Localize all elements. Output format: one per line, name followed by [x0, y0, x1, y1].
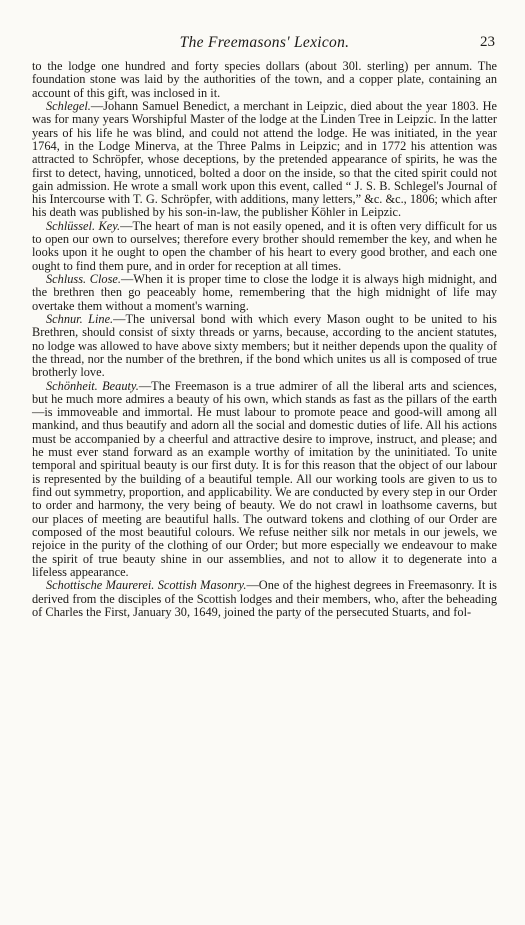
entry-text: —The universal bond with which every Mason ought to be united to his Brethren, should consist of sixty threads or yarns, because, according to the ancient statutes, no lodge was allowed to have above sixty members; but it neither depends upon the quality of the thread, nor the number of the brethren, if the bond which unites us all is composed of true brotherly love. [32, 311, 497, 380]
entry-english-term: Scottish Masonry. [157, 578, 247, 593]
paragraph-continuation [32, 60, 497, 100]
entry-english-term: Line. [88, 311, 114, 326]
running-title: The Freemasons' Lexicon. [179, 34, 350, 51]
paragraph-text: to the lodge one hundred and forty species dollars (about 30l. sterling) per annum. The foundation stone was laid by the authorities of the town, and a copper plate, containing an account of this gift, was inclosed in it. [32, 59, 497, 100]
entry-text: —Johann Samuel Benedict, a merchant in Leipzic, died about the year 1803. He was for many years Worshipful Master of the lodge at the Linden Tree in Leipzic. In the latter years of his life he was blind, and could not attend the lodge. He was initiated, in the year 1764, in the Lodge Minerva, at the Three Palms in Leipzic; and in 1772 his attention was attracted to Schröpfer, whose deceptions, by the pretended appearance of spirits, he was the first to detect, having, unnoticed, bolted a door on the inside, so that the cited spirit could not gain admission. He wrote a small work upon this event, called “ J. S. B. Schlegel's Journal of his Intercourse with T. G. Schröpfer, with additions, many letters,” &c. &c., 1806; which after his death was published by his son-in-law, the publisher Köhler in Leipzic. [32, 98, 497, 220]
entry-term: Schluss. [46, 272, 87, 286]
entry-text: —The Freemason is a true admirer of all the liberal arts and sciences, but he much more admires a beauty of his own, which stands as fast as the pillars of the earth—is immoveable and immortal. He must labour to promote peace and good-will among all mankind, and thus beautify and adorn all the social and domestic duties of life. All his actions must be accompanied by a cheerful and attractive desire to improve, instruct, and please; and he must ever stand forward as an example worthy of imitation by the uninitiated. To unite temporal and spiritual beauty is our first duty. It is for this reason that the object of our labour is represented by the building of a beautiful temple. All our working tools are given to us to find out symmetry, proportion, and applicability. We are conducted by every step in our Order to order and harmony, the very being of beauty. We do not crawl in loathsome caverns, but our places of meeting are beautiful halls. The outward tokens and clothing of our Order are composed of the most beautiful colours. We refuse neither silk nor metals in our jewels, we rejoice in the purity of the clothing of our Order; but more especially we endeavour to make the spirit of true beauty shine in our assemblies, and not to allow it to degenerate into a lifeless appearance. [32, 378, 498, 579]
entry-schottische-maurerei [32, 579, 497, 619]
entry-schlussel [32, 220, 497, 273]
entry-text: —One of the highest degrees in Freemasonry. It is derived from the disciples of the Scottish lodges and their members, who, after the beheading of Charles the First, January 30, 1649, joined the party of the persecuted Stuarts, and fol- [32, 578, 497, 619]
entry-schonheit [32, 380, 497, 580]
entry-term: Schlüssel. [46, 218, 96, 233]
entry-text: —When it is proper time to close the lodge it is always high midnight, and the brethren then go peaceably home, remembering that the high midnight of life may overtake them without a moment's warning. [32, 272, 497, 313]
entry-term: Schottische Maurerei. [46, 578, 155, 593]
entry-schlegel [32, 100, 497, 220]
entry-english-term: Beauty. [102, 378, 139, 393]
entry-schluss [32, 273, 497, 313]
page-number: 23 [480, 34, 495, 50]
entry-term: Schnur. [46, 311, 83, 326]
body-text [32, 60, 497, 619]
entry-term: Schönheit. [46, 378, 98, 393]
entry-text: —The heart of man is not easily opened, and it is often very difficult for us to open our own to ourselves; therefore every brother should remember the key, and when he looks upon it he ought to open the chamber of his heart to every good brother, and each one ought to find them pure, and in order for reception at all times. [32, 218, 497, 273]
running-head [32, 34, 497, 54]
entry-term: Schlegel. [46, 98, 91, 113]
entry-english-term: Key. [98, 218, 121, 233]
entry-schnur [32, 313, 497, 380]
entry-english-term: Close. [89, 272, 121, 286]
